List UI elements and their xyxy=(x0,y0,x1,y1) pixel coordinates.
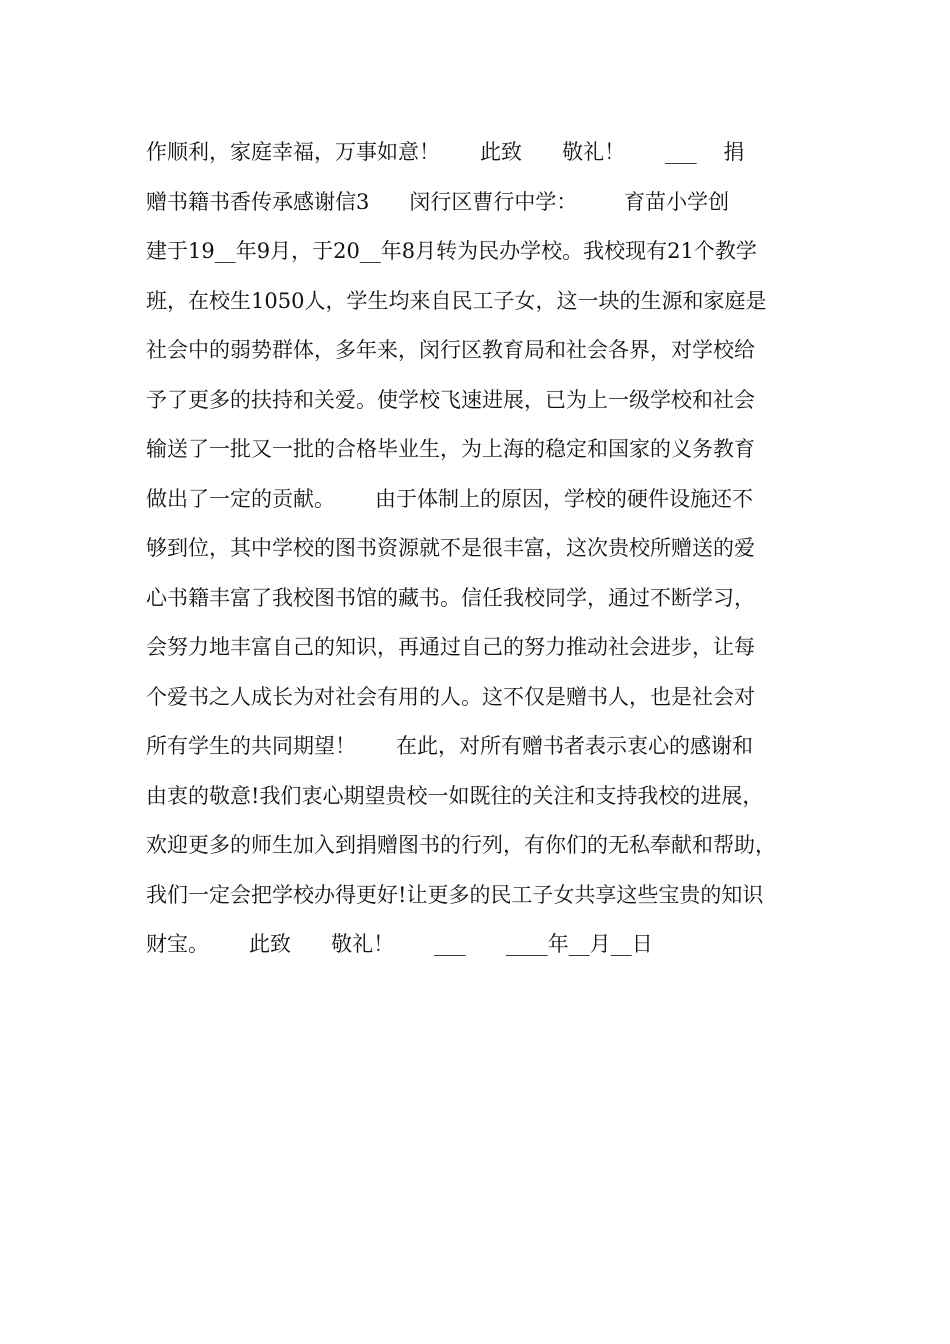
text-line-12: 个爱书之人成长为对社会有用的人。这不仅是赠书人，也是社会对 xyxy=(146,684,755,709)
text-line-16: 我们一定会把学校办得更好!让更多的民工子女共享这些宝贵的知识 xyxy=(146,882,764,907)
text-line-10: 心书籍丰富了我校图书馆的藏书。信任我校同学，通过不断学习， xyxy=(146,585,755,610)
text-line-11: 会努力地丰富自己的知识，再通过自己的努力推动社会进步，让每 xyxy=(146,635,755,659)
text-line-5: 社会中的弱势群体，多年来，闵行区教育局和社会各界，对学校给 xyxy=(146,338,755,362)
letter-body xyxy=(146,128,846,970)
text-line-6: 予了更多的扶持和关爱。使学校飞速进展，已为上一级学校和社会 xyxy=(146,387,755,412)
text-line-2: 赠书籍书香传承感谢信3 闵行区曹行中学： 育苗小学创 xyxy=(146,189,730,214)
text-line-9: 够到位，其中学校的图书资源就不是很丰富，这次贵校所赠送的爱 xyxy=(146,536,755,560)
text-line-8: 做出了一定的贡献。 由于体制上的原因，学校的硬件设施还不 xyxy=(146,486,754,511)
text-line-13: 所有学生的共同期望！ 在此，对所有赠书者表示衷心的感谢和 xyxy=(146,734,754,758)
text-line-4: 班，在校生1050人，学生均来自民工子女，这一块的生源和家庭是 xyxy=(146,288,767,313)
text-line-3: 建于19__年9月，于20__年8月转为民办学校。我校现有21个教学 xyxy=(146,239,757,263)
text-line-15: 欢迎更多的师生加入到捐赠图书的行列，有你们的无私奉献和帮助， xyxy=(146,833,776,857)
text-line-14: 由衷的敬意!我们衷心期望贵校一如既往的关注和支持我校的进展， xyxy=(146,783,764,808)
text-line-1: 作顺利，家庭幸福，万事如意！ 此致 敬礼！ ___ 捐 xyxy=(146,140,745,164)
text-line-17: 财宝。 此致 敬礼！ ___ ____年__月__日 xyxy=(146,932,653,956)
text-line-7: 输送了一批又一批的合格毕业生，为上海的稳定和国家的义务教育 xyxy=(146,437,755,461)
